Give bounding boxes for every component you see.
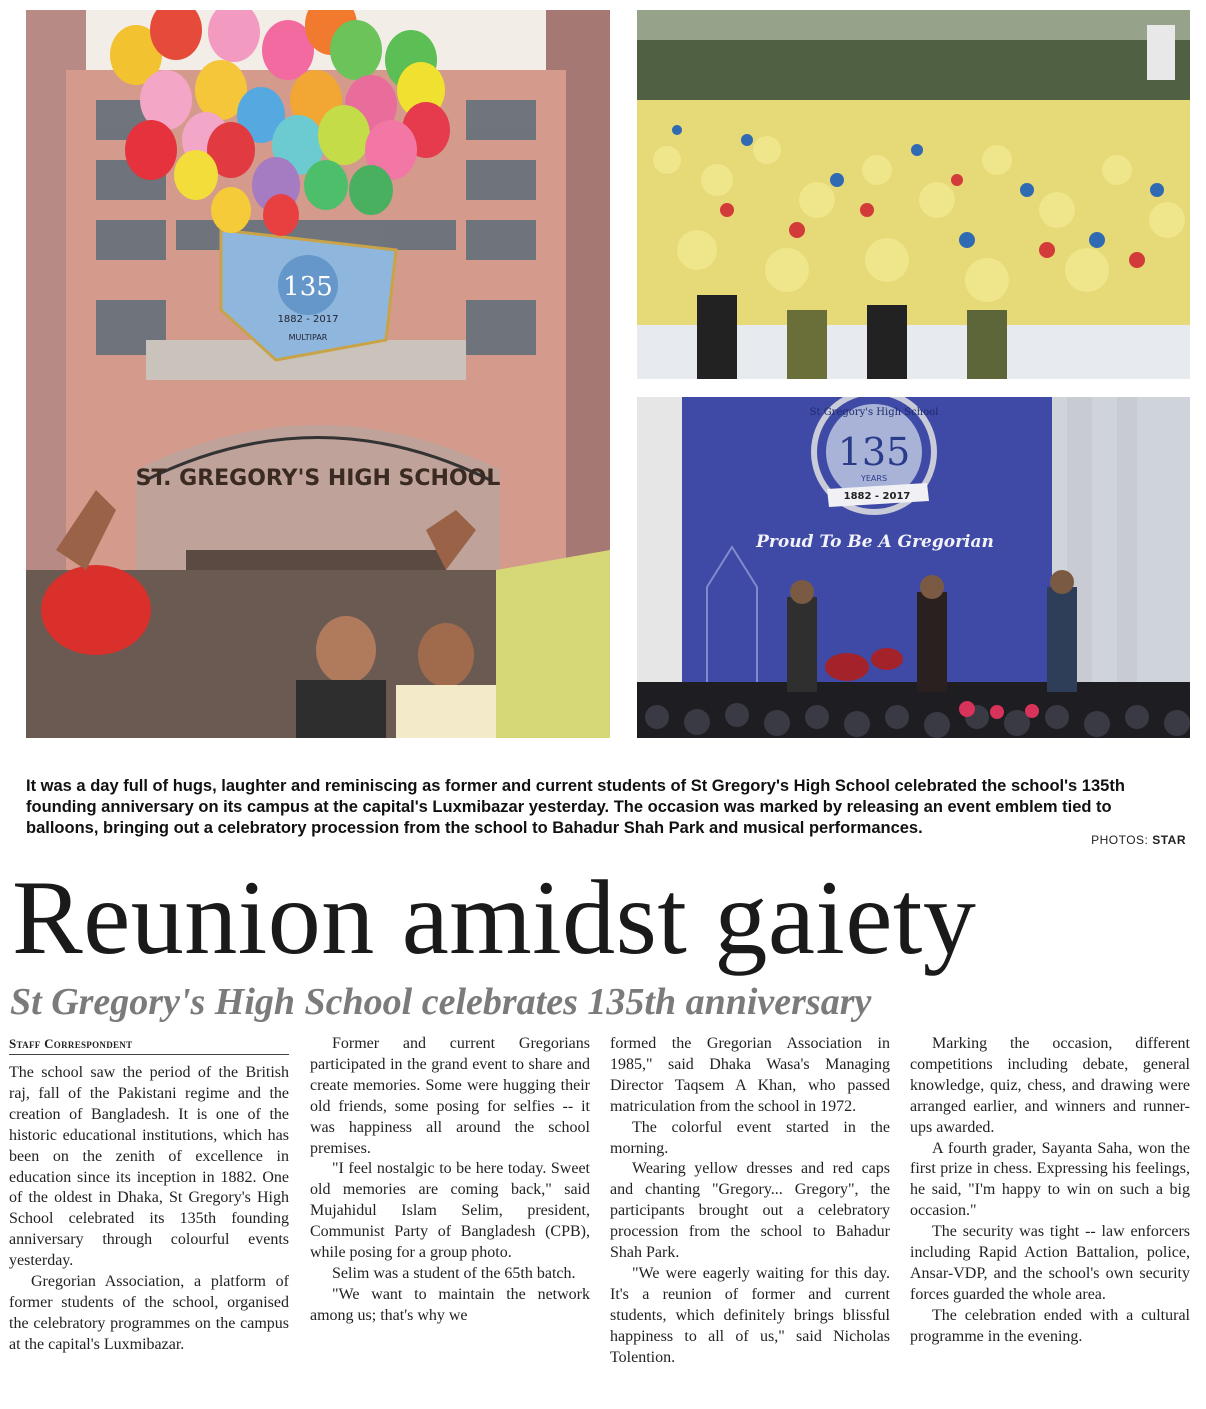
photo-balloon-release (26, 10, 610, 738)
concert-banner-slogan: Proud To Be A Gregorian (756, 532, 994, 552)
concert-banner-dates: 1882 - 2017 (843, 491, 911, 502)
article-column-3 (610, 1034, 890, 1369)
photo-credit-label: PHOTOS: (1091, 833, 1149, 847)
headline: Reunion amidst gaiety (12, 859, 977, 976)
photo-caption: It was a day full of hugs, laughter and reminiscing as former and current students of St Gregory's High School celebrated the school's 135th founding anniversary on its campus at the capital's Luxmibazar yesterday. The occasion was marked by releasing an event emblem tied to balloons, bringing out a celebratory procession from the school to Bahadur Shah Park and musical performances. (26, 777, 1125, 837)
article-paragraph: "We want to maintain the network among us; that's why we (310, 1285, 590, 1324)
concert-banner-135: 135 (837, 430, 911, 474)
article-paragraph: The school saw the period of the British raj, fall of the Pakistani regime and the creation of Bangladesh. It is one of the historic educational institutions, which has been on the zenith of excellence in education since its inception in 1882. One of the oldest in Dhaka, St Gregory's High School celebrated its 135th founding anniversary through colourful events yesterday. (9, 1064, 289, 1270)
subheadline: St Gregory's High School celebrates 135th anniversary (10, 981, 872, 1023)
article-paragraph: "I feel nostalgic to be here today. Sweet old memories are coming back," said Mujahidul Islam Selim, president, Communist Party of Bangladesh (CPB), while posing for a group photo. (310, 1160, 590, 1262)
concert-illustration (637, 397, 1190, 738)
article-paragraph: A fourth grader, Sayanta Saha, won the first prize in chess. Expressing his feelings, he said, "I'm happy to win on such a big occasion." (910, 1139, 1190, 1220)
article-paragraph: Former and current Gregorians participated in the grand event to share and create memories. Some were hugging their old friends, some posing for selfies -- it was happiness all around the school premises. (310, 1035, 590, 1157)
article-paragraph: The colorful event started in the morning. (610, 1118, 890, 1157)
banner-sponsor-text: MULTIPAR (288, 333, 328, 342)
article-column-4 (910, 1034, 1190, 1348)
concert-banner-years-label: YEARS (860, 474, 888, 483)
concert-banner-top-text: St Gregory's High School (809, 407, 939, 418)
building-sign-text: ST. GREGORY'S HIGH SCHOOL (135, 466, 501, 491)
article-paragraph: Gregorian Association, a platform of former students of the school, organised the celebratory programmes on the campus at the capital's Luxmibazar. (9, 1273, 289, 1353)
photo-credit-source: STAR (1152, 833, 1186, 847)
photo-procession (637, 10, 1190, 379)
banner-years-text: 1882 - 2017 (277, 314, 339, 325)
article-paragraph: Wearing yellow dresses and red caps and chanting "Gregory... Gregory", the participants brought out a celebratory procession from the school to Bahadur Shah Park. (610, 1160, 890, 1262)
banner-135-text: 135 (283, 272, 333, 302)
article-column-2 (310, 1034, 590, 1327)
byline: Staff Correspondent (9, 1034, 289, 1055)
procession-illustration (637, 10, 1190, 379)
article-paragraph: The celebration ended with a cultural programme in the evening. (910, 1306, 1190, 1345)
article-paragraph: "We were eagerly waiting for this day. It's a reunion of former and current students, which definitely brings blissful happiness to all of us," said Nicholas Tolention. (610, 1264, 890, 1366)
article-paragraph: The security was tight -- law enforcers including Rapid Action Battalion, police, Ansar-VDP, and the school's own security forces guarded the whole area. (910, 1223, 1190, 1303)
photo-concert (637, 397, 1190, 738)
photo-credit (1091, 833, 1186, 847)
article-column-1 (9, 1034, 289, 1356)
article-paragraph: Marking the occasion, different competitions including debate, general knowledge, quiz, chess, and drawing were arranged earlier, and winners and runner-ups awarded. (910, 1035, 1190, 1136)
article-paragraph: formed the Gregorian Association in 1985," said Dhaka Wasa's Managing Director Taqsem A Khan, who passed matriculation from the school in 1972. (610, 1035, 890, 1115)
article-paragraph: Selim was a student of the 65th batch. (332, 1264, 576, 1282)
balloon-release-illustration (26, 10, 610, 738)
